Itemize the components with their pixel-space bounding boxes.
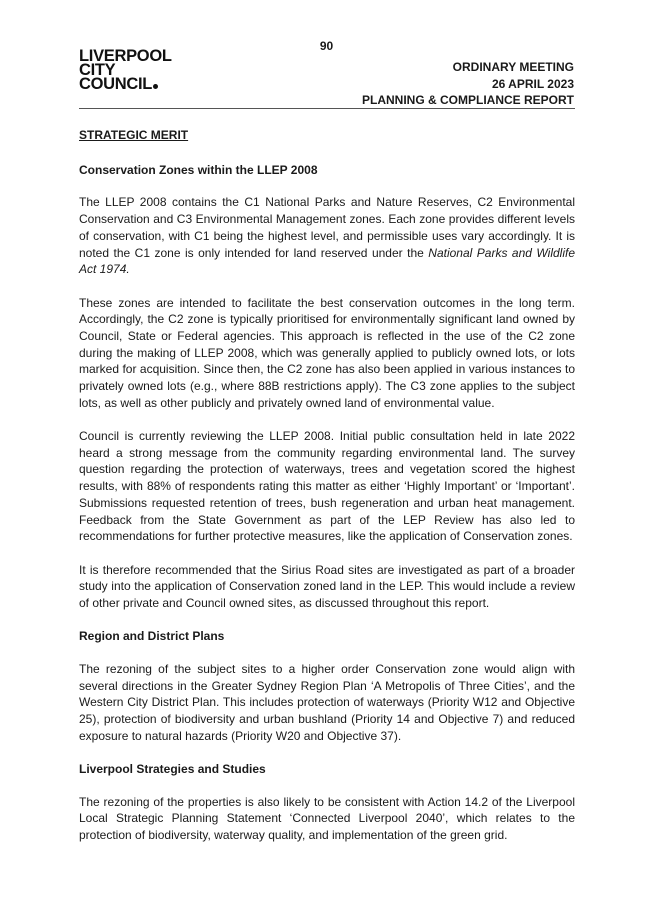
report-header — [362, 59, 574, 109]
meeting-date: 26 APRIL 2023 — [491, 76, 574, 91]
heading-liverpool-strategies: Liverpool Strategies and Studies — [79, 762, 266, 777]
logo-line-2: CITY — [79, 61, 116, 79]
logo-dot-icon — [153, 84, 158, 89]
logo-line-3: COUNCIL — [79, 77, 172, 91]
act-reference: National Parks and Wildlife Act 1974. — [79, 245, 576, 277]
paragraph: These zones are intended to facilitate the best conservation outcomes in the long term. Accordingly, the C2 zone is typically prioritised for environmentally significant land owned by Council, State or Federal agencies. This approach is reflected in the use of the C2 zone during the making of LLEP 2008, which was generally applied to publicly owned lots, or lots marked for acquisition. Since then, the C2 zone has also been applied in various instances to privately owned lots (e.g., where 88B restrictions apply). The C3 zone applies to the subject lots, as well as other publicly and privately owned land of environmental value. — [79, 295, 575, 410]
paragraph: The rezoning of the subject sites to a higher order Conservation zone would align with several directions in the Greater Sydney Region Plan ‘A Metropolis of Three Cities’, and the Western City District Plan. This includes protection of waterways (Priority W12 and Objective 25), protection of biodiversity and urban bushland (Priority 14 and Objective 7) and reduced exposure to natural hazards (Priority W20 and Objective 37). — [79, 661, 575, 743]
report-type: PLANNING & COMPLIANCE REPORT — [361, 93, 574, 107]
report-body — [79, 127, 575, 860]
paragraph: The LLEP 2008 contains the C1 National Parks and Nature Reserves, C2 Environmental Conservation and C3 Environmental Management zones. Each zone provides different levels of conservation, with C1 being the highest level, and permissible uses vary accordingly. It is noted the C1 zone is only intended for land reserved under the National Parks and Wildlife Act 1974. — [79, 195, 576, 277]
meeting-type: ORDINARY MEETING — [452, 60, 574, 74]
page-number: 90 — [319, 39, 334, 53]
paragraph: Council is currently reviewing the LLEP 2008. Initial public consultation held in late 2022 heard a strong message from the community regarding environmental land. The survey question regarding the protection of waterways, trees and vegetation scored the highest results, with 88% of respondents rating this matter as either ‘Highly Important’ or ‘Important’. Submissions requested retention of trees, bush regeneration and urban heat management. Feedback from the State Government as part of the LEP Review has also led to recommendations for further protective measures, like the application of Conservation zones. — [79, 429, 575, 544]
header-divider — [79, 108, 575, 109]
paragraph: It is therefore recommended that the Sirius Road sites are investigated as part of a broader study into the application of Conservation zoned land in the LEP. This would include a review of other private and Council owned sites, as discussed throughout this report. — [79, 562, 575, 610]
section-title: STRATEGIC MERIT — [79, 128, 189, 142]
logo-line-1: LIVERPOOL — [79, 47, 172, 65]
paragraph: The rezoning of the properties is also likely to be consistent with Action 14.2 of the Liverpool Local Strategic Planning Statement ‘Connected Liverpool 2040’, which relates to the protection of biodiversity, waterway quality, and implementation of the green grid. — [79, 794, 575, 843]
heading-conservation-zones: Conservation Zones within the LLEP 2008 — [79, 162, 318, 177]
council-logo — [79, 49, 172, 91]
heading-region-district-plans: Region and District Plans — [79, 629, 225, 644]
